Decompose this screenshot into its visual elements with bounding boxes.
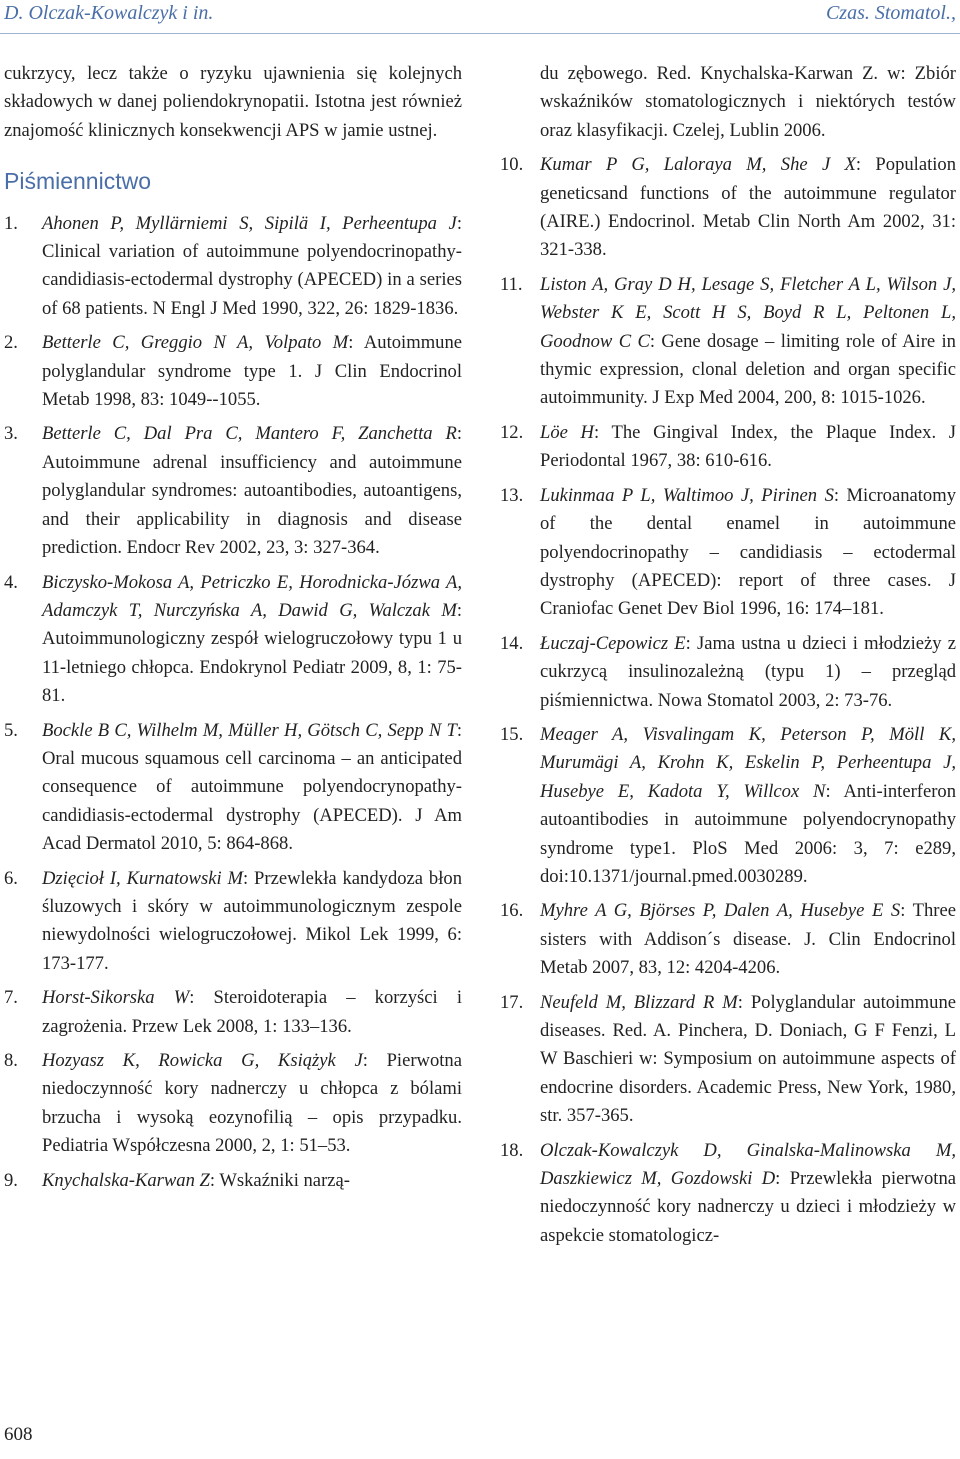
- reference-item: [500, 482, 956, 624]
- reference-number: 12.: [500, 421, 524, 443]
- reference-authors: Betterle C, Dal Pra C, Mantero F, Zanchetta R: [42, 423, 457, 445]
- header-journal: Czas. Stomatol.,: [825, 2, 956, 24]
- reference-authors: Lukinmaa P L, Waltimoo J, Pirinen S: [540, 484, 834, 506]
- reference-number: 15.: [500, 723, 524, 745]
- reference-number: 3.: [4, 423, 18, 445]
- reference-authors: Dzięcioł I, Kurnatowski M: [42, 867, 243, 889]
- reference-authors: Löe H: [540, 421, 594, 443]
- reference-item: [4, 717, 462, 859]
- reference-text: : Oral mucous squamous cell carcinoma – an anticipated consequence of autoimmune polyendocrynopathy-candidiasis-ectodermal dystrophy (APECED). J Am Acad Dermatol 2010, 5: 864-868.: [42, 719, 462, 855]
- reference-list-right: [500, 60, 956, 1250]
- reference-text: : Clinical variation of autoimmune polyendocrinopathy-candidiasis-ectodermal dystrophy (APECED) in a series of 68 patients. N Engl J Med 1990, 322, 26: 1829-1836.: [42, 212, 462, 319]
- reference-text: : Steroidoterapia – korzyści i zagrożenia. Przew Lek 2008, 1: 133–136.: [42, 987, 462, 1037]
- reference-item: [500, 1137, 956, 1251]
- reference-authors: Knychalska-Karwan Z: [42, 1169, 210, 1191]
- reference-number: 14.: [500, 632, 524, 654]
- reference-item: [500, 151, 956, 265]
- reference-number: 8.: [4, 1050, 18, 1071]
- reference-item: [4, 329, 462, 414]
- reference-text: : Przewlekła pierwotna niedoczynność kory nadnerczy u dzieci i młodzieży w aspekcie stomatologicz-: [540, 1168, 956, 1246]
- reference-text: : Wskaźniki narzą-: [209, 1169, 350, 1191]
- reference-number: 17.: [500, 991, 524, 1013]
- reference-text: : The Gingival Index, the Plaque Index. J Periodontal 1967, 38: 610-616.: [540, 421, 957, 472]
- reference-list-left: [4, 210, 462, 1195]
- reference-number: 10.: [500, 154, 524, 176]
- reference-authors: Hozyasz K, Rowicka G, Książyk J: [42, 1050, 363, 1071]
- reference-authors: Neufeld M, Blizzard R M: [540, 991, 738, 1013]
- reference-authors: Betterle C, Greggio N A, Volpato M: [42, 332, 349, 354]
- reference-text: : Jama ustna u dzieci i młodzieży z cukrzycą insulinozależną (typu 1) – przegląd piśmiennictwa. Nowa Stomatol 2003, 2: 73-76.: [540, 632, 956, 711]
- header-rule: [0, 33, 960, 34]
- reference-number: 1.: [4, 212, 18, 234]
- reference-number: 11.: [500, 273, 523, 295]
- running-header: [0, 0, 960, 30]
- left-column: [4, 60, 462, 1201]
- reference-number: 4.: [4, 571, 18, 593]
- header-authors: D. Olczak-Kowalczyk i in.: [4, 2, 214, 24]
- reference-item: [500, 721, 956, 891]
- reference-number: 6.: [4, 867, 18, 889]
- reference-authors: Horst-Sikorska W: [42, 987, 190, 1009]
- reference-number: 13.: [500, 484, 524, 506]
- reference-item: [4, 1167, 462, 1195]
- intro-paragraph: cukrzycy, lecz także o ryzyku ujawnienia się kolejnych składowych w danej poliendokrynopatii. Istotna jest również znajomość klinicznych konsekwencji APS w jamie ustnej.: [4, 63, 462, 141]
- reference-number: 5.: [4, 719, 18, 741]
- reference-text: : Anti-interferon autoantibodies in autoimmune polyendocrynopathy syndrome type1. PloS Med 2006: 3, 7: e289, doi:10.1371/journal.pmed.0030289.: [540, 780, 957, 887]
- reference-item: [500, 60, 956, 145]
- reference-item: [500, 989, 956, 1131]
- reference-text: : Gene dosage – limiting role of Aire in thymic expression, clonal deletion and organ specific autoimmunity. J Exp Med 2004, 200, 8: 1015-1026.: [540, 330, 956, 409]
- reference-text: : Pierwotna niedoczynność kory nadnerczy u chłopca z bólami brzucha i wysoką eozynofilią – opis przypadku. Pediatria Współczesna 2000, 2, 1: 51–53.: [42, 1050, 462, 1157]
- reference-authors: Liston A, Gray D H, Lesage S, Fletcher A L, Wilson J, Webster K E, Scott H S, Boyd R L, Peltonen L, Goodnow C C: [540, 273, 956, 352]
- reference-item: [500, 271, 956, 413]
- reference-authors: Łuczaj-Cepowicz E: [540, 632, 686, 654]
- reference-authors: Bockle B C, Wilhelm M, Müller H, Götsch C, Sepp N T: [42, 719, 457, 741]
- reference-item: [4, 984, 462, 1041]
- reference-authors: Meager A, Visvalingam K, Peterson P, Möll K, Murumägi A, Krohn K, Eskelin P, Perheentupa J, Husebye E, Kadota Y, Willcox N: [540, 723, 956, 802]
- reference-number: 18.: [500, 1139, 524, 1161]
- reference-number: 9.: [4, 1169, 18, 1191]
- reference-item: [4, 569, 462, 711]
- reference-text: : Przewlekła kandydoza błon śluzowych i skóry w autoimmunologicznym zespole niewydolności wielogruczołowej. Mikol Lek 1999, 6: 173-177.: [42, 867, 462, 974]
- reference-text: : Microanatomy of the dental enamel in autoimmune polyendocrinopathy – candidiasis – ectodermal dystrophy (APECED): report of three cases. J Craniofac Genet Dev Biol 1996, 16: 174–181.: [540, 484, 956, 620]
- reference-item: [4, 1047, 462, 1161]
- reference-authors: Ahonen P, Myllärniemi S, Sipilä I, Perheentupa J: [42, 212, 457, 234]
- reference-text: : Three sisters with Addison´s disease. J. Clin Endocrinol Metab 2007, 83, 12: 4204-4206.: [540, 900, 956, 979]
- reference-authors: Biczysko-Mokosa A, Petriczko E, Horodnicka-Józwa A, Adamczyk T, Nurczyńska A, Dawid G, Walczak M: [42, 571, 462, 621]
- reference-number: 2.: [4, 332, 18, 354]
- reference-text: : Polyglandular autoimmune diseases. Red. A. Pinchera, D. Doniach, G F Fenzi, L W Baschieri w: Symposium on autoimmune aspects of endocrine disorders. Academic Press, New York, 1980, str. 357-365.: [540, 991, 956, 1127]
- reference-item: [4, 865, 462, 979]
- right-column: [500, 60, 956, 1256]
- section-title: Piśmiennictwo: [4, 168, 151, 195]
- reference-text: : Autoimmunologiczny zespół wielogruczołowy typu 1 u 11-letniego chłopca. Endokrynol Pediatr 2009, 8, 1: 75-81.: [42, 599, 462, 707]
- reference-authors: Olczak-Kowalczyk D, Ginalska-Malinowska M, Daszkiewicz M, Gozdowski D: [540, 1139, 956, 1190]
- reference-number: 16.: [500, 900, 524, 922]
- reference-item: [500, 630, 956, 715]
- page-number: 608: [4, 1424, 33, 1445]
- reference-authors: Kumar P G, Laloraya M, She J X: [540, 154, 856, 176]
- reference-text: : Autoimmune polyglandular syndrome type 1. J Clin Endocrinol Metab 1998, 83: 1049--1055.: [42, 332, 462, 411]
- reference-text: : Autoimmune adrenal insufficiency and autoimmune polyglandular syndromes: autoantibodies, autoantigens, and their applicability in diagnosis and disease prediction. Endocr Rev 2002, 23, 3: 327-364.: [42, 423, 462, 559]
- reference-authors: Myhre A G, Björses P, Dalen A, Husebye E S: [540, 900, 901, 922]
- reference-text: du zębowego. Red. Knychalska-Karwan Z. w: Zbiór wskaźników stomatologicznych i niektórych testów oraz klasyfikacji. Czelej, Lublin 2006.: [540, 63, 956, 141]
- reference-item: [500, 897, 956, 982]
- reference-item: [500, 419, 956, 476]
- reference-item: [4, 210, 462, 324]
- reference-number: 7.: [4, 987, 18, 1009]
- reference-text: : Population geneticsand functions of the autoimmune regulator (AIRE.) Endocrinol. Metab Clin North Am 2002, 31: 321-338.: [540, 154, 957, 261]
- reference-item: [4, 420, 462, 562]
